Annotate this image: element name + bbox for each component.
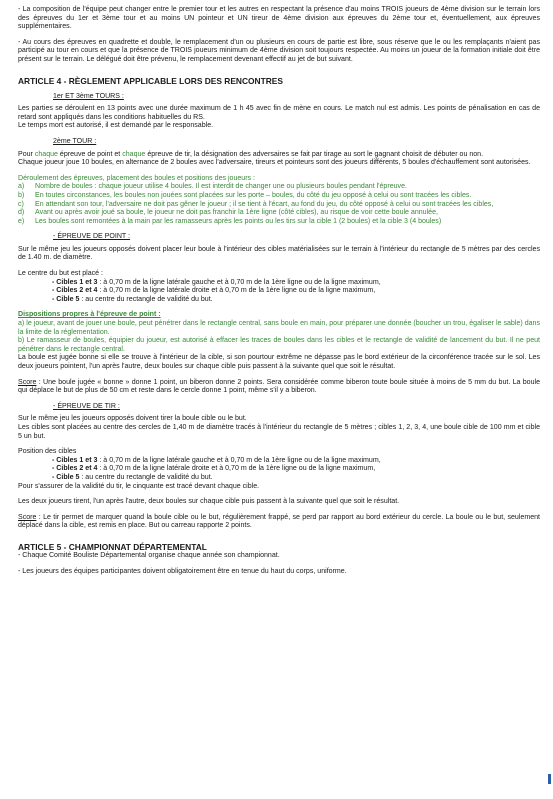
- position-cibles-label: Position des cibles: [18, 448, 77, 456]
- margin-mark: [548, 774, 551, 784]
- tours-1-3-heading: 1er ET 3ème TOURS :: [53, 92, 124, 100]
- tours-1-3-paragraph: Les parties se déroulent en 13 points avec une durée maximum de 1 h 45 avec fin de mène en cours. Le match nul est admis. Les points de pénalisation en cas de retard sont appliqués dans les conditions habituelles du RS.: [18, 105, 540, 121]
- point-cibles-list: [52, 279, 540, 305]
- list-item: a) Nombre de boules : chaque joueur utilise 4 boules. Il est interdit de changer une ou plusieurs boules pendant l'épreuve.: [18, 183, 407, 191]
- boule-bonne-paragraph: La boule est jugée bonne si elle se trouve à l'intérieur de la cible, si son pourtour extrême ne dépasse pas le bord extérieur de la circonférence tracée sur le sol. Les deux joueurs pointent, l'un après l'autre, deux boules sur chaque cible puis passent à la suivante quel que soit le résultat.: [18, 354, 540, 370]
- epreuve-point-heading: - ÉPREUVE DE POINT :: [53, 233, 131, 241]
- tir-cibles-list: [52, 457, 540, 483]
- article-4-title: ARTICLE 4 - RÈGLEMENT APPLICABLE LORS DES RENCONTRES: [18, 75, 283, 86]
- article-5-title: ARTICLE 5 - CHAMPIONNAT DÉPARTEMENTAL: [18, 541, 207, 552]
- centre-but-label: Le centre du but est placé :: [18, 270, 104, 278]
- dispositions-title: Dispositions propres à l'épreuve de point :: [18, 311, 161, 319]
- tour-2-boules-paragraph: Chaque joueur joue 10 boules, en alternance de 2 boules avec l'adversaire, tireurs et pointeurs sont des joueurs différents, 5 boules d'échauffement sont autorisées.: [18, 159, 531, 167]
- list-item: c) En attendant son tour, l'adversaire ne doit pas gêner le joueur ; il se tient à l'écart, au fond du jeu, du côté opposé à celui ou sont tracées les cibles,: [18, 200, 494, 208]
- list-item: b) En toutes circonstances, les boules non jouées sont placées sur les porte – boules, du côté du jeu opposé à celui ou sont tracées les cibles.: [18, 191, 472, 199]
- score-point-paragraph: Score : Une boule jugée « bonne » donne 1 point, un biberon donne 2 points. Sera considérée comme biberon toute boule située à moins de 5 mm du but. La boule qui déplace le but de plus de 50 cm et reste dans le cercle donne 1 point, même s'il y a biberon.: [18, 378, 540, 395]
- tir-paragraph-3: Pour s'assurer de la validité du tir, le cinquante est tracé devant chaque cible.: [18, 482, 260, 490]
- paragraph-composition: - La composition de l'équipe peut changer entre le premier tour et les autres en respectant la présence d'au moins TROIS joueurs de 4ème division sur le terrain lors des épreuves du 1er et 3ème tour et au moins UN pointeur et UN tireur de 4ème division aux épreuves du 2ème tour et, éventuellement, aux épreuves supplémentaires.: [18, 6, 540, 31]
- list-item: - Cibles 2 et 4 : à 0,70 m de la ligne latérale droite et à 0,70 m de la 1ère ligne ou de la ligne maximum,: [52, 465, 376, 473]
- temps-mort-paragraph: Le temps mort est autorisé, il est demandé par le responsable.: [18, 122, 214, 130]
- paragraph-remplacement: - Au cours des épreuves en quadrette et double, le remplacement d'un ou plusieurs en cours de partie est libre, sous réserve que le ou les remplaçants n'aient pas participé au tour en cours et que la présence de TROIS joueurs minimum de 4ème division soit toujours respectée. Au moins un joueur de la formation initiale doit être présent sur le terrain. Le délégué doit être prévenu, le remplacement devenant effectif au jet de but suivant.: [18, 38, 540, 63]
- list-item: d) Avant ou après avoir joué sa boule, le joueur ne doit pas franchir la 1ère ligne (côté cibles), au risque de voir cette boule annulée,: [18, 209, 438, 217]
- dispositions-a: a) le joueur, avant de jouer une boule, peut pénétrer dans le rectangle central, sans boule en main, pour préparer une donnée (boucher un trou, égaliser le sable) dans la limite de la réglementation.: [18, 320, 540, 336]
- epreuve-point-paragraph: Sur le même jeu les joueurs opposés doivent placer leur boule à l'intérieur des cibles matérialisées sur le terrain à l'intérieur du rectangle de 5 mètres par des cercles de 1.40 m. de diamètre.: [18, 245, 540, 262]
- tour-2-heading: 2ème TOUR :: [53, 137, 97, 145]
- tir-paragraph-4: Les deux joueurs tirent, l'un après l'autre, deux boules sur chaque cible puis passent à la suivante quel que soit le résultat.: [18, 498, 400, 506]
- deroulement-title: Déroulement des épreuves, placement des boules et positions des joueurs :: [18, 174, 255, 182]
- list-item: - Cible 5 : au centre du rectangle de validité du but.: [52, 473, 213, 481]
- epreuve-tir-heading: - ÉPREUVE DE TIR :: [53, 402, 120, 410]
- list-item: - Cibles 1 et 3 : à 0,70 m de la ligne latérale gauche et à 0,70 m de la 1ère ligne ou de la ligne maximum,: [52, 278, 381, 286]
- deroulement-list: [18, 183, 540, 226]
- score-tir-paragraph: Score : Le tir permet de marquer quand la boule cible ou le but, régulièrement frappé, se perd par rapport au bord extérieur du cercle. La boule ou le but, seulement déplacé dans la cible, est remis en place. But ou carreau rapporte 2 points.: [18, 513, 540, 530]
- article-5-paragraph-1: - Chaque Comité Bouliste Départemental organise chaque année son championnat.: [18, 551, 280, 559]
- article-5-paragraph-2: - Les joueurs des équipes participantes doivent obligatoirement être en tenue du haut du corps, uniforme.: [18, 567, 347, 575]
- dispositions-b: b) Le ramasseur de boules, équipier du joueur, est autorisé à effacer les traces de boules dans les cibles et le rectangle de validité de lancement du but. Il ne peut pénétrer dans le rectangle central.: [18, 337, 540, 353]
- tir-paragraph-2: Les cibles sont placées au centre des cercles de 1,40 m de diamètre tracés à l'intérieur du rectangle de 5 mètres ; cibles 1, 2, 3, 4, une boule cible de 100 mm et cible 5 un but.: [18, 423, 540, 440]
- list-item: e) Les boules sont remontées à la main par les ramasseurs après les points ou les tirs sur la cible 1 (2 boules) et la cible 3 (4 boules): [18, 217, 442, 225]
- tir-paragraph-1: Sur le même jeu les joueurs opposés doivent tirer la boule cible ou le but.: [18, 415, 247, 423]
- list-item: - Cibles 2 et 4 : à 0,70 m de la ligne latérale droite et à 0,70 m de la 1ère ligne ou de la ligne maximum,: [52, 287, 376, 295]
- tour-2-paragraph: Pour chaque épreuve de point et chaque épreuve de tir, la désignation des adversaires se fait par tirage au sort le gagnant choisit de débuter ou non.: [18, 150, 484, 158]
- document-page: [18, 6, 540, 576]
- list-item: - Cible 5 : au centre du rectangle de validité du but.: [52, 295, 213, 303]
- list-item: - Cibles 1 et 3 : à 0,70 m de la ligne latérale gauche et à 0,70 m de la 1ère ligne ou de la ligne maximum,: [52, 456, 381, 464]
